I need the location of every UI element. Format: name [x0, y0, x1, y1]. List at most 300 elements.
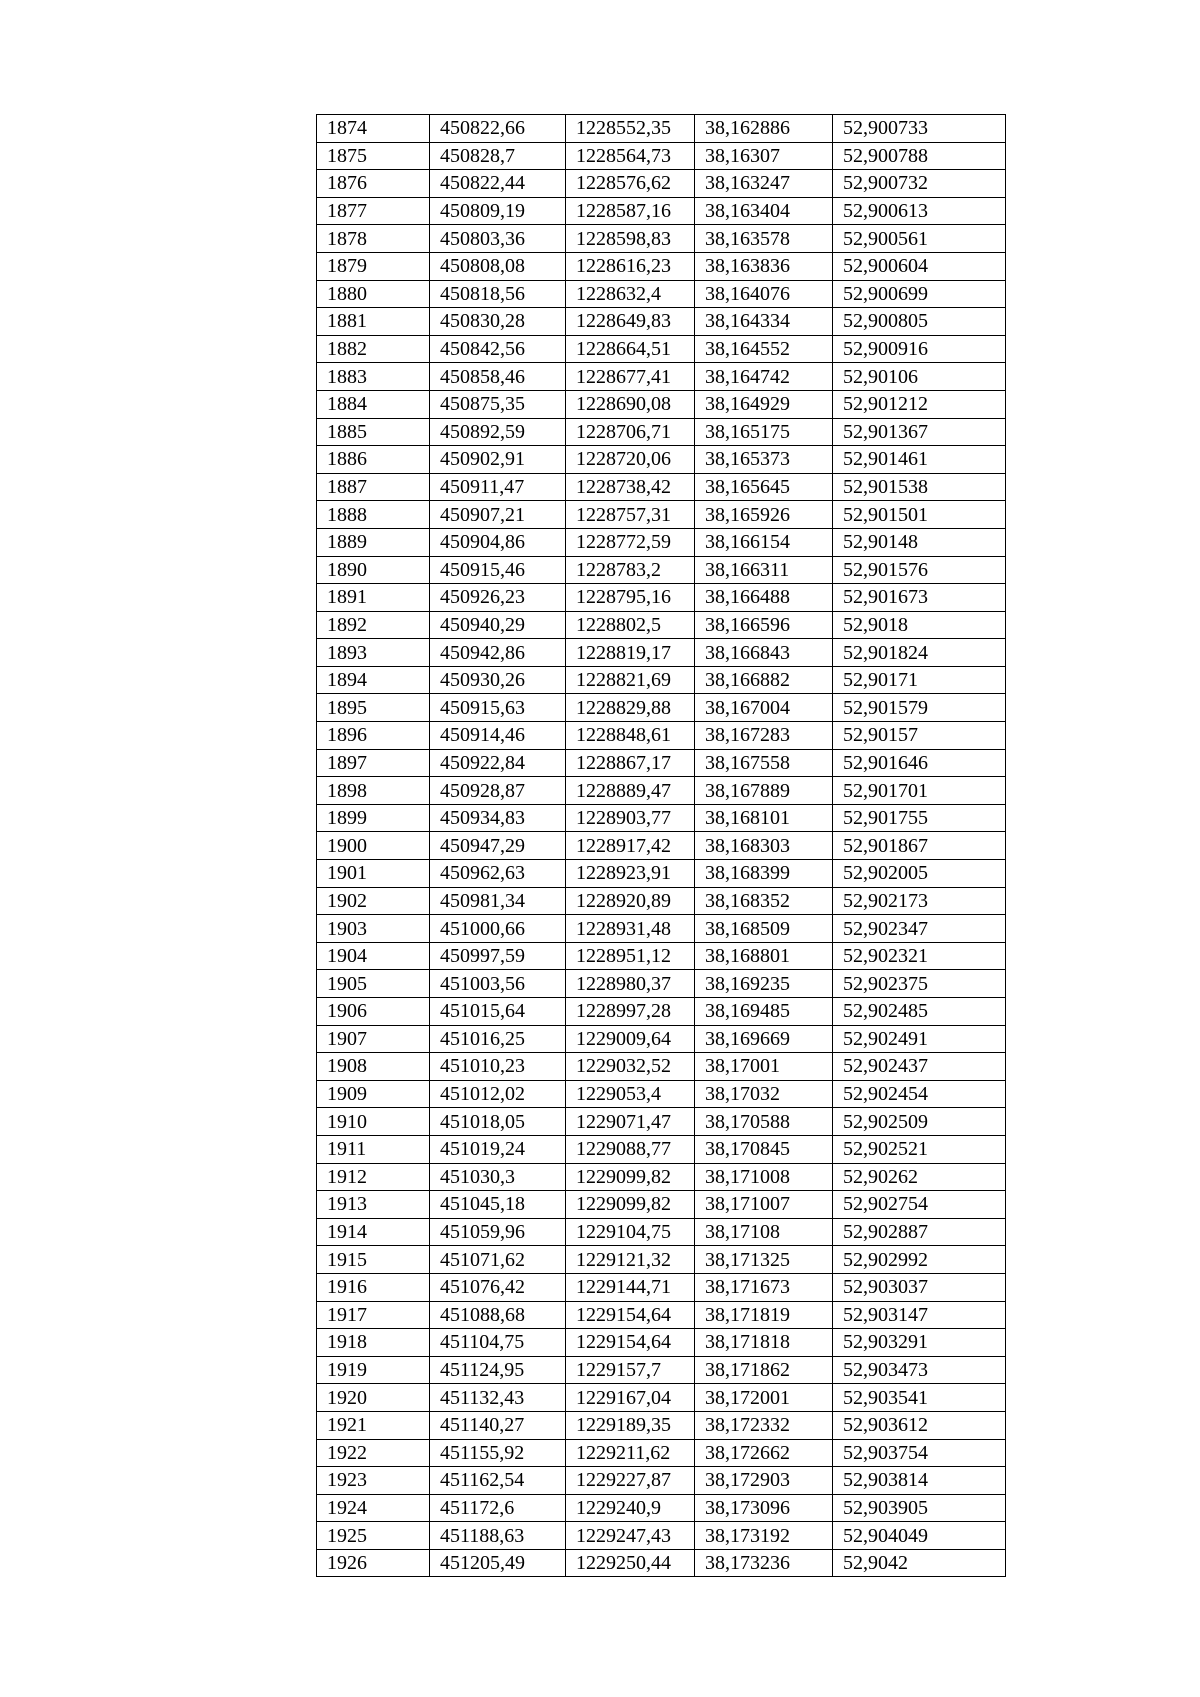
x-coordinate-cell: 450914,46	[430, 722, 566, 750]
table-row	[317, 1384, 1006, 1412]
x-coordinate-cell: 450926,23	[430, 584, 566, 612]
y-coordinate-cell: 1229121,32	[566, 1246, 695, 1274]
latitude-cell: 52,901367	[833, 418, 1006, 446]
y-coordinate-cell: 1229071,47	[566, 1108, 695, 1136]
longitude-cell: 38,172001	[695, 1384, 833, 1412]
x-coordinate-cell: 451172,6	[430, 1494, 566, 1522]
table-row	[317, 804, 1006, 832]
coordinates-table-body	[317, 115, 1006, 1577]
y-coordinate-cell: 1228598,83	[566, 225, 695, 253]
y-coordinate-cell: 1229157,7	[566, 1356, 695, 1384]
longitude-cell: 38,172332	[695, 1411, 833, 1439]
table-row	[317, 584, 1006, 612]
longitude-cell: 38,165175	[695, 418, 833, 446]
longitude-cell: 38,163578	[695, 225, 833, 253]
y-coordinate-cell: 1229189,35	[566, 1411, 695, 1439]
table-row	[317, 1080, 1006, 1108]
longitude-cell: 38,171673	[695, 1273, 833, 1301]
table-row	[317, 225, 1006, 253]
x-coordinate-cell: 450981,34	[430, 887, 566, 915]
table-row	[317, 115, 1006, 143]
y-coordinate-cell: 1229104,75	[566, 1218, 695, 1246]
y-coordinate-cell: 1228903,77	[566, 804, 695, 832]
x-coordinate-cell: 451012,02	[430, 1080, 566, 1108]
y-coordinate-cell: 1228997,28	[566, 998, 695, 1026]
point-number-cell: 1881	[317, 308, 430, 336]
latitude-cell: 52,902992	[833, 1246, 1006, 1274]
x-coordinate-cell: 451019,24	[430, 1135, 566, 1163]
y-coordinate-cell: 1228772,59	[566, 528, 695, 556]
longitude-cell: 38,167004	[695, 694, 833, 722]
y-coordinate-cell: 1228564,73	[566, 142, 695, 170]
x-coordinate-cell: 450942,86	[430, 639, 566, 667]
longitude-cell: 38,173096	[695, 1494, 833, 1522]
x-coordinate-cell: 451155,92	[430, 1439, 566, 1467]
y-coordinate-cell: 1228783,2	[566, 556, 695, 584]
latitude-cell: 52,90148	[833, 528, 1006, 556]
y-coordinate-cell: 1228720,06	[566, 446, 695, 474]
x-coordinate-cell: 451010,23	[430, 1053, 566, 1081]
table-row	[317, 252, 1006, 280]
latitude-cell: 52,901867	[833, 832, 1006, 860]
longitude-cell: 38,171819	[695, 1301, 833, 1329]
latitude-cell: 52,902509	[833, 1108, 1006, 1136]
table-row	[317, 777, 1006, 805]
x-coordinate-cell: 450803,36	[430, 225, 566, 253]
longitude-cell: 38,163247	[695, 170, 833, 198]
table-row	[317, 501, 1006, 529]
point-number-cell: 1899	[317, 804, 430, 832]
y-coordinate-cell: 1229088,77	[566, 1135, 695, 1163]
point-number-cell: 1900	[317, 832, 430, 860]
x-coordinate-cell: 450911,47	[430, 473, 566, 501]
y-coordinate-cell: 1229099,82	[566, 1163, 695, 1191]
y-coordinate-cell: 1229247,43	[566, 1522, 695, 1550]
latitude-cell: 52,901646	[833, 749, 1006, 777]
table-row	[317, 1467, 1006, 1495]
point-number-cell: 1891	[317, 584, 430, 612]
point-number-cell: 1918	[317, 1329, 430, 1357]
table-row	[317, 1163, 1006, 1191]
point-number-cell: 1922	[317, 1439, 430, 1467]
point-number-cell: 1926	[317, 1549, 430, 1577]
latitude-cell: 52,902485	[833, 998, 1006, 1026]
longitude-cell: 38,164929	[695, 390, 833, 418]
table-row	[317, 1356, 1006, 1384]
y-coordinate-cell: 1229099,82	[566, 1191, 695, 1219]
x-coordinate-cell: 450902,91	[430, 446, 566, 474]
x-coordinate-cell: 451016,25	[430, 1025, 566, 1053]
latitude-cell: 52,9042	[833, 1549, 1006, 1577]
latitude-cell: 52,901755	[833, 804, 1006, 832]
latitude-cell: 52,900916	[833, 335, 1006, 363]
point-number-cell: 1888	[317, 501, 430, 529]
table-row	[317, 942, 1006, 970]
point-number-cell: 1913	[317, 1191, 430, 1219]
latitude-cell: 52,901673	[833, 584, 1006, 612]
point-number-cell: 1904	[317, 942, 430, 970]
latitude-cell: 52,901579	[833, 694, 1006, 722]
point-number-cell: 1915	[317, 1246, 430, 1274]
x-coordinate-cell: 451071,62	[430, 1246, 566, 1274]
x-coordinate-cell: 450842,56	[430, 335, 566, 363]
table-row	[317, 1218, 1006, 1246]
x-coordinate-cell: 450828,7	[430, 142, 566, 170]
latitude-cell: 52,90157	[833, 722, 1006, 750]
latitude-cell: 52,901701	[833, 777, 1006, 805]
table-row	[317, 446, 1006, 474]
point-number-cell: 1902	[317, 887, 430, 915]
table-row	[317, 1135, 1006, 1163]
longitude-cell: 38,165926	[695, 501, 833, 529]
x-coordinate-cell: 451088,68	[430, 1301, 566, 1329]
longitude-cell: 38,172662	[695, 1439, 833, 1467]
latitude-cell: 52,901824	[833, 639, 1006, 667]
latitude-cell: 52,900732	[833, 170, 1006, 198]
point-number-cell: 1877	[317, 197, 430, 225]
y-coordinate-cell: 1228802,5	[566, 611, 695, 639]
longitude-cell: 38,166596	[695, 611, 833, 639]
longitude-cell: 38,167889	[695, 777, 833, 805]
point-number-cell: 1909	[317, 1080, 430, 1108]
longitude-cell: 38,168101	[695, 804, 833, 832]
point-number-cell: 1914	[317, 1218, 430, 1246]
latitude-cell: 52,904049	[833, 1522, 1006, 1550]
y-coordinate-cell: 1229154,64	[566, 1329, 695, 1357]
y-coordinate-cell: 1228649,83	[566, 308, 695, 336]
x-coordinate-cell: 450915,46	[430, 556, 566, 584]
x-coordinate-cell: 451188,63	[430, 1522, 566, 1550]
table-row	[317, 832, 1006, 860]
table-row	[317, 722, 1006, 750]
longitude-cell: 38,172903	[695, 1467, 833, 1495]
table-row	[317, 611, 1006, 639]
table-row	[317, 142, 1006, 170]
point-number-cell: 1886	[317, 446, 430, 474]
y-coordinate-cell: 1229053,4	[566, 1080, 695, 1108]
longitude-cell: 38,164552	[695, 335, 833, 363]
y-coordinate-cell: 1228690,08	[566, 390, 695, 418]
x-coordinate-cell: 451162,54	[430, 1467, 566, 1495]
y-coordinate-cell: 1228795,16	[566, 584, 695, 612]
longitude-cell: 38,173192	[695, 1522, 833, 1550]
longitude-cell: 38,16307	[695, 142, 833, 170]
longitude-cell: 38,171007	[695, 1191, 833, 1219]
point-number-cell: 1895	[317, 694, 430, 722]
latitude-cell: 52,902005	[833, 860, 1006, 888]
y-coordinate-cell: 1228848,61	[566, 722, 695, 750]
y-coordinate-cell: 1228829,88	[566, 694, 695, 722]
y-coordinate-cell: 1228951,12	[566, 942, 695, 970]
table-row	[317, 1108, 1006, 1136]
latitude-cell: 52,900561	[833, 225, 1006, 253]
y-coordinate-cell: 1228632,4	[566, 280, 695, 308]
table-row	[317, 390, 1006, 418]
x-coordinate-cell: 450822,44	[430, 170, 566, 198]
latitude-cell: 52,900805	[833, 308, 1006, 336]
point-number-cell: 1880	[317, 280, 430, 308]
table-row	[317, 639, 1006, 667]
point-number-cell: 1879	[317, 252, 430, 280]
y-coordinate-cell: 1228923,91	[566, 860, 695, 888]
table-row	[317, 970, 1006, 998]
y-coordinate-cell: 1228552,35	[566, 115, 695, 143]
table-row	[317, 915, 1006, 943]
longitude-cell: 38,168399	[695, 860, 833, 888]
latitude-cell: 52,901461	[833, 446, 1006, 474]
longitude-cell: 38,165645	[695, 473, 833, 501]
latitude-cell: 52,902173	[833, 887, 1006, 915]
longitude-cell: 38,169669	[695, 1025, 833, 1053]
point-number-cell: 1925	[317, 1522, 430, 1550]
longitude-cell: 38,166843	[695, 639, 833, 667]
point-number-cell: 1884	[317, 390, 430, 418]
x-coordinate-cell: 451015,64	[430, 998, 566, 1026]
latitude-cell: 52,90106	[833, 363, 1006, 391]
point-number-cell: 1890	[317, 556, 430, 584]
point-number-cell: 1906	[317, 998, 430, 1026]
table-row	[317, 1246, 1006, 1274]
longitude-cell: 38,166154	[695, 528, 833, 556]
latitude-cell: 52,900613	[833, 197, 1006, 225]
point-number-cell: 1876	[317, 170, 430, 198]
longitude-cell: 38,168303	[695, 832, 833, 860]
table-row	[317, 418, 1006, 446]
latitude-cell: 52,903612	[833, 1411, 1006, 1439]
point-number-cell: 1889	[317, 528, 430, 556]
x-coordinate-cell: 451076,42	[430, 1273, 566, 1301]
y-coordinate-cell: 1228867,17	[566, 749, 695, 777]
table-row	[317, 860, 1006, 888]
table-row	[317, 1301, 1006, 1329]
longitude-cell: 38,166311	[695, 556, 833, 584]
latitude-cell: 52,900788	[833, 142, 1006, 170]
x-coordinate-cell: 451205,49	[430, 1549, 566, 1577]
longitude-cell: 38,170588	[695, 1108, 833, 1136]
x-coordinate-cell: 451059,96	[430, 1218, 566, 1246]
longitude-cell: 38,163404	[695, 197, 833, 225]
table-row	[317, 170, 1006, 198]
table-row	[317, 1522, 1006, 1550]
y-coordinate-cell: 1228889,47	[566, 777, 695, 805]
x-coordinate-cell: 450809,19	[430, 197, 566, 225]
table-row	[317, 363, 1006, 391]
x-coordinate-cell: 450962,63	[430, 860, 566, 888]
point-number-cell: 1885	[317, 418, 430, 446]
x-coordinate-cell: 450907,21	[430, 501, 566, 529]
x-coordinate-cell: 451140,27	[430, 1411, 566, 1439]
point-number-cell: 1896	[317, 722, 430, 750]
x-coordinate-cell: 450940,29	[430, 611, 566, 639]
latitude-cell: 52,902754	[833, 1191, 1006, 1219]
table-row	[317, 1191, 1006, 1219]
point-number-cell: 1916	[317, 1273, 430, 1301]
latitude-cell: 52,90171	[833, 666, 1006, 694]
point-number-cell: 1903	[317, 915, 430, 943]
longitude-cell: 38,171818	[695, 1329, 833, 1357]
point-number-cell: 1919	[317, 1356, 430, 1384]
y-coordinate-cell: 1229154,64	[566, 1301, 695, 1329]
latitude-cell: 52,903037	[833, 1273, 1006, 1301]
y-coordinate-cell: 1229167,04	[566, 1384, 695, 1412]
latitude-cell: 52,9018	[833, 611, 1006, 639]
point-number-cell: 1917	[317, 1301, 430, 1329]
table-row	[317, 1329, 1006, 1357]
point-number-cell: 1911	[317, 1135, 430, 1163]
y-coordinate-cell: 1228980,37	[566, 970, 695, 998]
y-coordinate-cell: 1229211,62	[566, 1439, 695, 1467]
y-coordinate-cell: 1228587,16	[566, 197, 695, 225]
y-coordinate-cell: 1229032,52	[566, 1053, 695, 1081]
x-coordinate-cell: 450997,59	[430, 942, 566, 970]
table-row	[317, 1025, 1006, 1053]
y-coordinate-cell: 1228706,71	[566, 418, 695, 446]
y-coordinate-cell: 1229250,44	[566, 1549, 695, 1577]
y-coordinate-cell: 1229227,87	[566, 1467, 695, 1495]
point-number-cell: 1887	[317, 473, 430, 501]
y-coordinate-cell: 1229144,71	[566, 1273, 695, 1301]
longitude-cell: 38,166882	[695, 666, 833, 694]
x-coordinate-cell: 450822,66	[430, 115, 566, 143]
latitude-cell: 52,901212	[833, 390, 1006, 418]
x-coordinate-cell: 450892,59	[430, 418, 566, 446]
longitude-cell: 38,171008	[695, 1163, 833, 1191]
point-number-cell: 1910	[317, 1108, 430, 1136]
latitude-cell: 52,903147	[833, 1301, 1006, 1329]
y-coordinate-cell: 1229240,9	[566, 1494, 695, 1522]
y-coordinate-cell: 1228917,42	[566, 832, 695, 860]
point-number-cell: 1878	[317, 225, 430, 253]
x-coordinate-cell: 451030,3	[430, 1163, 566, 1191]
latitude-cell: 52,901538	[833, 473, 1006, 501]
y-coordinate-cell: 1228757,31	[566, 501, 695, 529]
latitude-cell: 52,900733	[833, 115, 1006, 143]
latitude-cell: 52,90262	[833, 1163, 1006, 1191]
latitude-cell: 52,903291	[833, 1329, 1006, 1357]
longitude-cell: 38,167283	[695, 722, 833, 750]
y-coordinate-cell: 1229009,64	[566, 1025, 695, 1053]
point-number-cell: 1901	[317, 860, 430, 888]
x-coordinate-cell: 451018,05	[430, 1108, 566, 1136]
point-number-cell: 1897	[317, 749, 430, 777]
x-coordinate-cell: 450858,46	[430, 363, 566, 391]
x-coordinate-cell: 451003,56	[430, 970, 566, 998]
longitude-cell: 38,164076	[695, 280, 833, 308]
longitude-cell: 38,168509	[695, 915, 833, 943]
latitude-cell: 52,902437	[833, 1053, 1006, 1081]
y-coordinate-cell: 1228819,17	[566, 639, 695, 667]
latitude-cell: 52,900604	[833, 252, 1006, 280]
x-coordinate-cell: 451045,18	[430, 1191, 566, 1219]
latitude-cell: 52,902521	[833, 1135, 1006, 1163]
latitude-cell: 52,903541	[833, 1384, 1006, 1412]
x-coordinate-cell: 451000,66	[430, 915, 566, 943]
longitude-cell: 38,167558	[695, 749, 833, 777]
latitude-cell: 52,902887	[833, 1218, 1006, 1246]
longitude-cell: 38,171862	[695, 1356, 833, 1384]
table-row	[317, 749, 1006, 777]
y-coordinate-cell: 1228616,23	[566, 252, 695, 280]
point-number-cell: 1893	[317, 639, 430, 667]
longitude-cell: 38,162886	[695, 115, 833, 143]
y-coordinate-cell: 1228738,42	[566, 473, 695, 501]
latitude-cell: 52,902347	[833, 915, 1006, 943]
table-row	[317, 308, 1006, 336]
y-coordinate-cell: 1228677,41	[566, 363, 695, 391]
latitude-cell: 52,903754	[833, 1439, 1006, 1467]
longitude-cell: 38,17108	[695, 1218, 833, 1246]
x-coordinate-cell: 450928,87	[430, 777, 566, 805]
longitude-cell: 38,166488	[695, 584, 833, 612]
point-number-cell: 1892	[317, 611, 430, 639]
table-row	[317, 1439, 1006, 1467]
table-row	[317, 197, 1006, 225]
table-row	[317, 1411, 1006, 1439]
latitude-cell: 52,900699	[833, 280, 1006, 308]
longitude-cell: 38,17001	[695, 1053, 833, 1081]
longitude-cell: 38,164742	[695, 363, 833, 391]
table-row	[317, 1273, 1006, 1301]
latitude-cell: 52,902321	[833, 942, 1006, 970]
point-number-cell: 1920	[317, 1384, 430, 1412]
y-coordinate-cell: 1228931,48	[566, 915, 695, 943]
table-row	[317, 694, 1006, 722]
table-row	[317, 556, 1006, 584]
latitude-cell: 52,903905	[833, 1494, 1006, 1522]
point-number-cell: 1898	[317, 777, 430, 805]
longitude-cell: 38,173236	[695, 1549, 833, 1577]
latitude-cell: 52,901501	[833, 501, 1006, 529]
table-row	[317, 887, 1006, 915]
y-coordinate-cell: 1228920,89	[566, 887, 695, 915]
point-number-cell: 1882	[317, 335, 430, 363]
x-coordinate-cell: 450808,08	[430, 252, 566, 280]
point-number-cell: 1905	[317, 970, 430, 998]
y-coordinate-cell: 1228821,69	[566, 666, 695, 694]
x-coordinate-cell: 451132,43	[430, 1384, 566, 1412]
x-coordinate-cell: 451124,95	[430, 1356, 566, 1384]
table-row	[317, 666, 1006, 694]
table-row	[317, 1549, 1006, 1577]
table-row	[317, 528, 1006, 556]
point-number-cell: 1912	[317, 1163, 430, 1191]
latitude-cell: 52,902454	[833, 1080, 1006, 1108]
point-number-cell: 1894	[317, 666, 430, 694]
latitude-cell: 52,901576	[833, 556, 1006, 584]
latitude-cell: 52,902491	[833, 1025, 1006, 1053]
x-coordinate-cell: 450875,35	[430, 390, 566, 418]
longitude-cell: 38,170845	[695, 1135, 833, 1163]
x-coordinate-cell: 450915,63	[430, 694, 566, 722]
longitude-cell: 38,169485	[695, 998, 833, 1026]
point-number-cell: 1907	[317, 1025, 430, 1053]
table-row	[317, 1494, 1006, 1522]
x-coordinate-cell: 450830,28	[430, 308, 566, 336]
point-number-cell: 1908	[317, 1053, 430, 1081]
coordinates-table	[316, 114, 1006, 1577]
x-coordinate-cell: 450904,86	[430, 528, 566, 556]
longitude-cell: 38,17032	[695, 1080, 833, 1108]
latitude-cell: 52,902375	[833, 970, 1006, 998]
y-coordinate-cell: 1228576,62	[566, 170, 695, 198]
x-coordinate-cell: 451104,75	[430, 1329, 566, 1357]
point-number-cell: 1883	[317, 363, 430, 391]
longitude-cell: 38,165373	[695, 446, 833, 474]
latitude-cell: 52,903814	[833, 1467, 1006, 1495]
longitude-cell: 38,163836	[695, 252, 833, 280]
point-number-cell: 1874	[317, 115, 430, 143]
x-coordinate-cell: 450922,84	[430, 749, 566, 777]
